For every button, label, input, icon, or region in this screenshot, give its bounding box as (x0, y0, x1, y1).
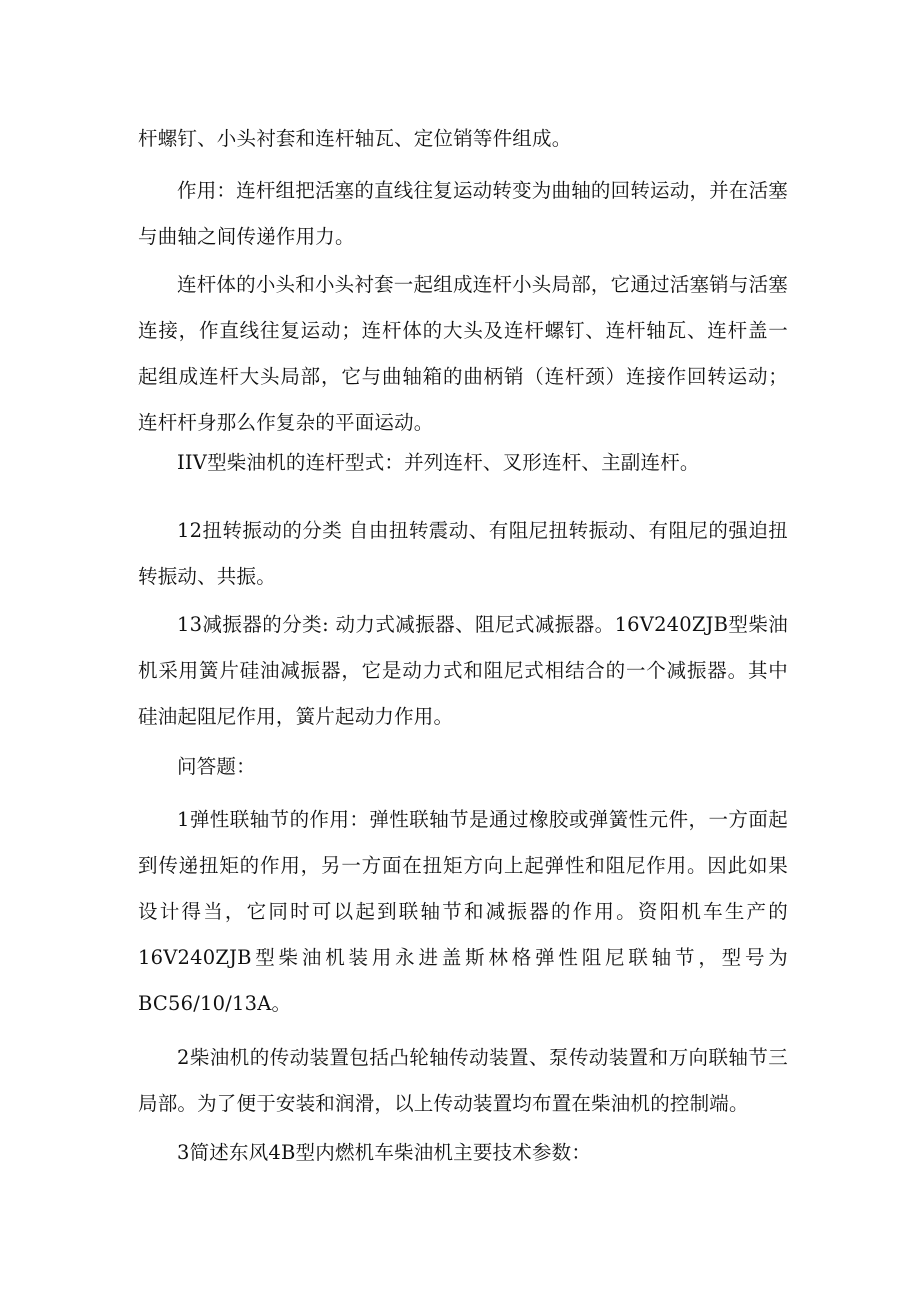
paragraph-6: 13减振器的分类: 动力式减振器、阻尼式减振器。16V240ZJB型柴油机采用簧片硅油减振器，它是动力式和阻尼式相结合的一个减振器。其中硅油起阻尼作用，簧片起动力作用。 (138, 613, 788, 728)
paragraph-2: 作用：连杆组把活塞的直线往复运动转变为曲轴的回转运动，并在活塞与曲轴之间传递作用力。 (138, 179, 788, 248)
paragraph-7-heading: 问答题： (177, 755, 256, 778)
paragraph-8: 1弹性联轴节的作用：弹性联轴节是通过橡胶或弹簧性元件，一方面起到传递扭矩的作用，另一方面在扭矩方向上起弹性和阻尼作用。因此如果设计得当，它同时可以起到联轴节和减振器的作用。资阳机车生产的16V240ZJB型柴油机装用永进盖斯林格弹性阻尼联轴节，型号为BC56/10/13A。 (138, 808, 788, 1015)
paragraph-10: 3简述东风4B型内燃机车柴油机主要技术参数： (177, 1141, 592, 1164)
paragraph-4: IIV型柴油机的连杆型式：并列连杆、叉形连杆、主副连杆。 (177, 451, 700, 474)
paragraph-5: 12扭转振动的分类 自由扭转震动、有阻尼扭转振动、有阻尼的强迫扭转振动、共振。 (138, 519, 788, 588)
paragraph-3: 连杆体的小头和小头衬套一起组成连杆小头局部，它通过活塞销与活塞连接，作直线往复运动；连杆体的大头及连杆螺钉、连杆轴瓦、连杆盖一起组成连杆大头局部，它与曲轴箱的曲柄销（连杆颈）连接作回转运动；连杆杆身那么作复杂的平面运动。 (138, 273, 788, 434)
paragraph-9: 2柴油机的传动装置包括凸轮轴传动装置、泵传动装置和万向联轴节三局部。为了便于安装和润滑，以上传动装置均布置在柴油机的控制端。 (138, 1046, 788, 1115)
paragraph-1: 杆螺钉、小头衬套和连杆轴瓦、定位销等件组成。 (138, 127, 572, 150)
